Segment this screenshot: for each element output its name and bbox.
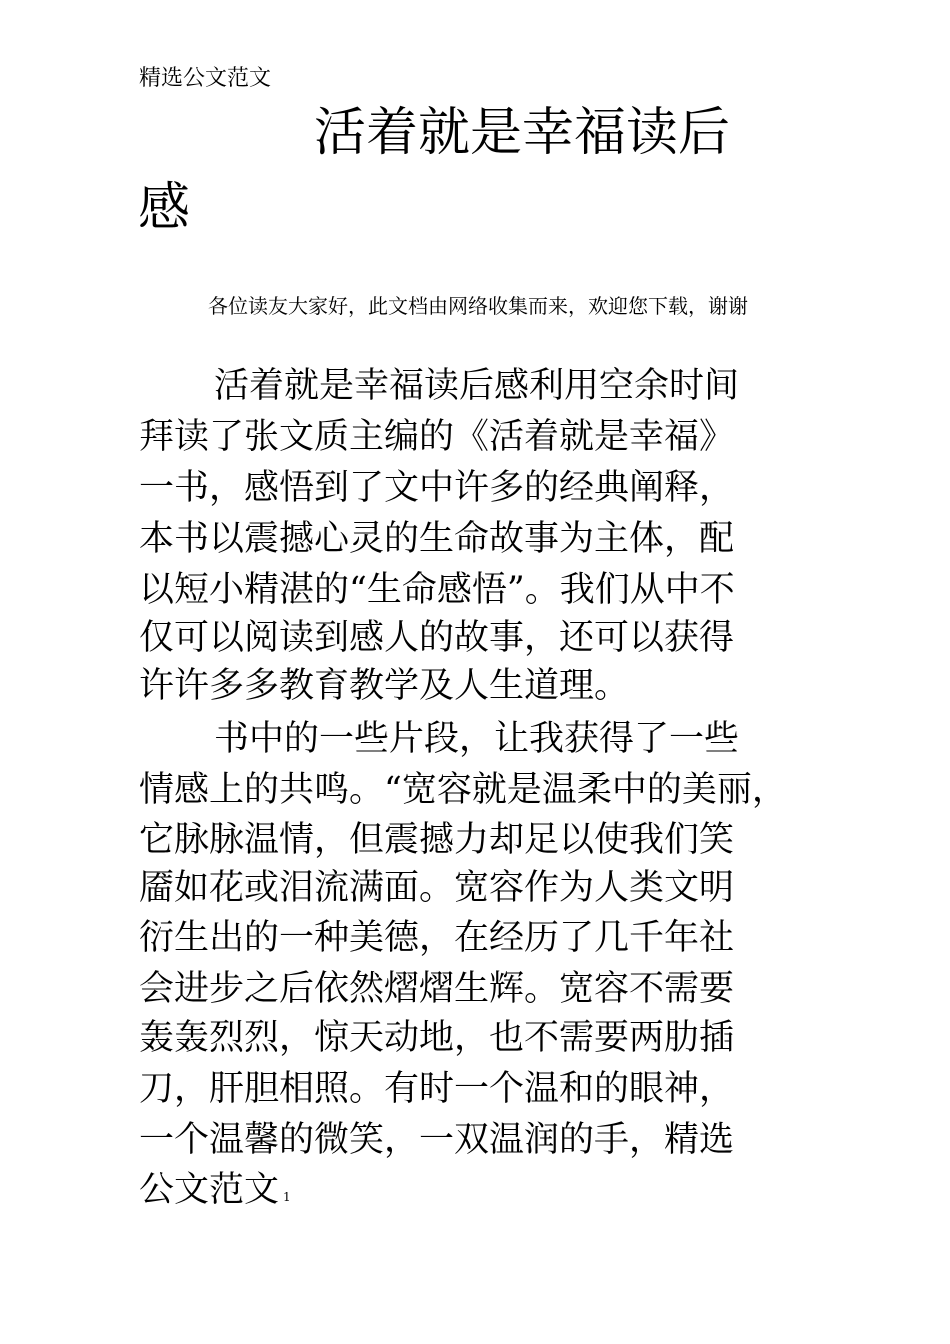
body-line: 一个温馨的微笑，一双温润的手，精选: [139, 1120, 735, 1160]
body-line: 刀，肝胆相照。有时一个温和的眼神，: [139, 1069, 735, 1109]
body-line: 它脉脉温情，但震撼力却足以使我们笑: [139, 820, 735, 860]
body-line: 仅可以阅读到感人的故事，还可以获得: [139, 618, 735, 658]
body-line: 拜读了张文质主编的《活着就是幸福》: [139, 417, 735, 457]
body-line: 衍生出的一种美德，在经历了几千年社: [139, 918, 735, 958]
body-line: 情感上的共鸣。“宽容就是温柔中的美丽，: [139, 770, 787, 810]
body-line: 许许多多教育教学及人生道理。: [139, 666, 630, 706]
document-title: [138, 96, 818, 246]
body-line: 活着就是幸福读后感利用空余时间: [214, 366, 740, 406]
body-line: 书中的一些片段，让我获得了一些: [214, 719, 740, 759]
footer-label: 公文范文: [139, 1170, 280, 1210]
body-line: 一书，感悟到了文中许多的经典阐释，: [139, 468, 735, 508]
body-line-last: [139, 1168, 291, 1220]
body-line: 以短小精湛的“生命感悟”。我们从中不: [139, 570, 735, 610]
title-line-2: 感: [138, 178, 191, 238]
title-line-1: 活着就是幸福读后: [314, 103, 731, 163]
body-line: 会进步之后依然熠熠生辉。宽容不需要: [139, 969, 735, 1009]
header-label: 精选公文范文: [139, 66, 272, 91]
body-line: 本书以震撼心灵的生命故事为主体，配: [139, 519, 735, 559]
greeting-text: 各位读友大家好，此文档由网络收集而来，欢迎您下载，谢谢: [208, 294, 748, 318]
page-number: 1: [283, 1190, 291, 1204]
body-line: 靥如花或泪流满面。宽容作为人类文明: [139, 868, 735, 908]
body-line: 轰轰烈烈，惊天动地，也不需要两肋插: [139, 1018, 735, 1058]
